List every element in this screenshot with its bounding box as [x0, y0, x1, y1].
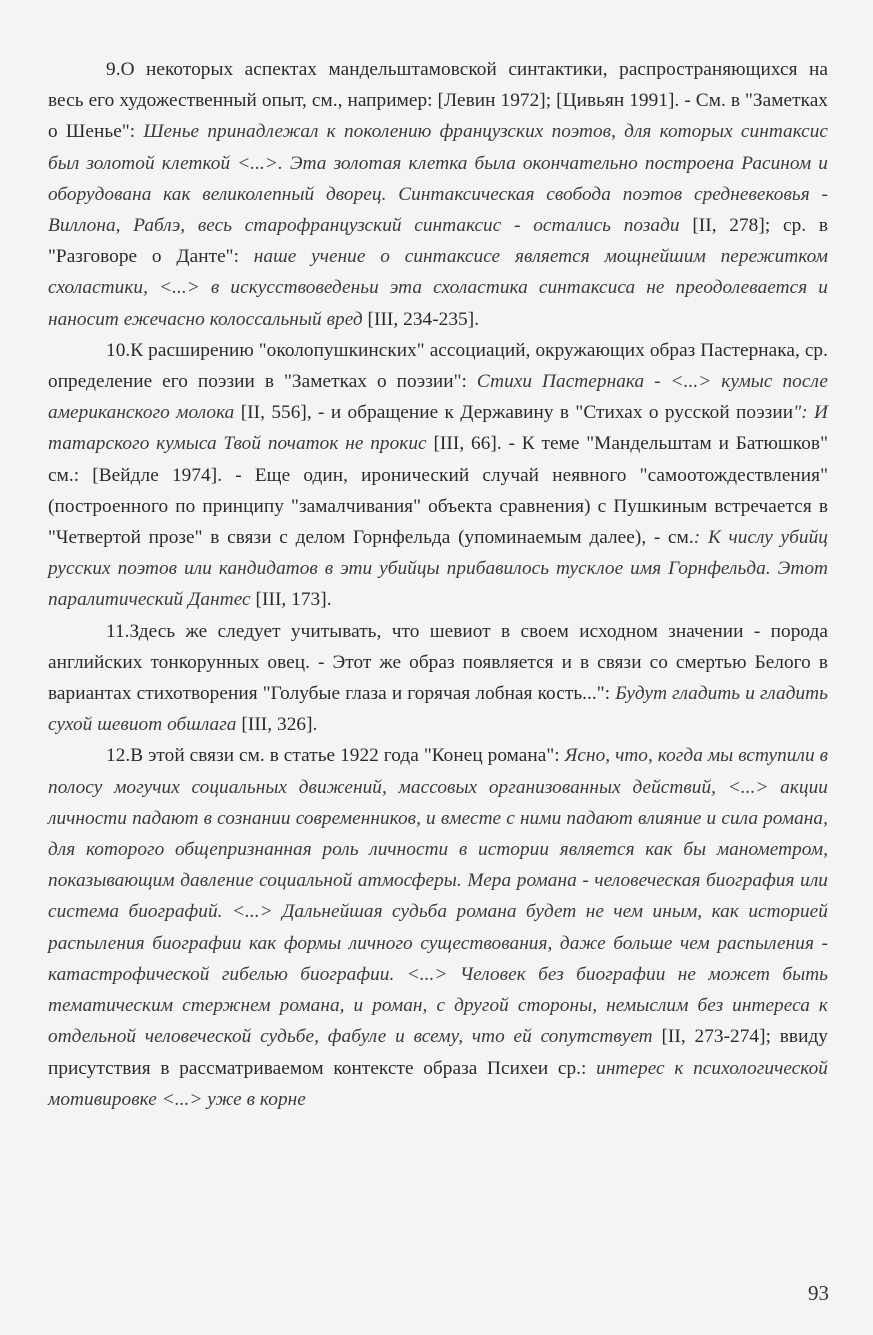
endnote-paragraph [48, 54, 828, 335]
quotation-text: Стихи Пастернака - <...> кумыс после американского молока [48, 371, 829, 424]
body-text: [III, 173]. [250, 589, 332, 611]
endnote-number: 10. [106, 339, 131, 361]
body-text: [III, 66]. - К теме "Мандельштам и Батюшков" см.: [Вейдле 1974]. - Еще один, иронический случай неявного "самоотождествления" (построенного по принципу "замалчивания" объекта сравнения) с Пушкиным встречается в "Четвертой прозе" в связи с делом Горнфельда (упоминаемым далее), - см. [48, 433, 829, 549]
endnote-paragraph [48, 335, 828, 616]
endnotes [48, 54, 828, 1115]
endnote-number: 12. [106, 745, 131, 767]
body-text: [II, 273-274]; ввиду присутствия в рассматриваемом контексте образа Психеи ср.: [48, 1026, 828, 1079]
body-text: [III, 326]. [236, 714, 318, 736]
body-text: [II, 278]; ср. в "Разговоре о Данте": [48, 215, 828, 268]
body-text: К расширению "околопушкинских" ассоциаций, окружающих образ Пастернака, ср. определение его поэзии в "Заметках о поэзии": [48, 339, 828, 393]
quotation-text: интерес к психологической мотивировке <...> уже в корне [48, 1057, 828, 1110]
endnote-number: 11. [106, 620, 130, 642]
endnote-number: 9. [106, 59, 121, 80]
quotation-text: наше учение о синтаксисе является мощнейшим пережитком схоластики, <...> в искусствоведеньи эта схоластика синтаксиса не преодолевается и наносит ежечасно колоссальный вред [48, 246, 828, 330]
quotation-text: : К числу убийц русских поэтов или кандидатов в эти убийцы прибавилось тусклое имя Горнфельда. Этот паралитический Дантес [48, 527, 828, 611]
page-number: 93 [808, 1281, 829, 1305]
quotation-text: Шенье принадлежал к поколению французских поэтов, для которых синтаксис был золотой клеткой <...>. Эта золотая клетка была окончательно построена Расином и оборудована как великолепный дворец. Синтаксическая свобода поэтов средневековья - Виллона, Раблэ, весь старофранцузский синтаксис - остались позади [48, 121, 828, 237]
endnote-paragraph [48, 616, 828, 741]
body-text: [II, 556], - и обращение к Державину в "Стихах о русской поэзии [234, 402, 794, 424]
endnote-paragraph [48, 740, 828, 1114]
body-text: [III, 234-235]. [362, 308, 480, 330]
body-text: Здесь же следует учитывать, что шевиот в своем исходном значении - порода английских тонкорунных овец. - Этот же образ появляется и в связи со смертью Белого в вариантах стихотворения "Голубые глаза и горячая лобная кость...": [48, 620, 828, 705]
body-text: В этой связи см. в статье 1922 года "Конец романа": [130, 745, 565, 767]
body-text: О некоторых аспектах мандельштамовской синтактики, распространяющихся на весь его художественный опыт, см., например: [Левин 1972]; [Цивьян 1991]. - См. в "Заметках о Шенье": [48, 59, 828, 143]
quotation-text: Ясно, что, когда мы вступили в полосу могучих социальных движений, массовых организованных действий, <...> акции личности падают в сознании современников, и вместе с ними падают влияние и сила романа, для которого общепризнанная роль личности в истории является как бы манометром, показывающим давление социальной атмосферы. Мера романа - человеческая биография или система биографий. <...> Дальнейшая судьба романа будет не чем иным, как историей распыления биографии как формы личного существования, даже больше чем распыления - катастрофической гибелью биографии. <...> Человек без биографии не может быть тематическим стержнем романа, и роман, с другой стороны, немыслим без интереса к отдельной человеческой судьбе, фабуле и всему, что ей сопутствует [48, 745, 828, 1048]
quotation-text: ": И татарского кумыса Твой початок не прокис [48, 402, 828, 455]
quotation-text: Будут гладить и гладить сухой шевиот обшлага [48, 683, 828, 736]
